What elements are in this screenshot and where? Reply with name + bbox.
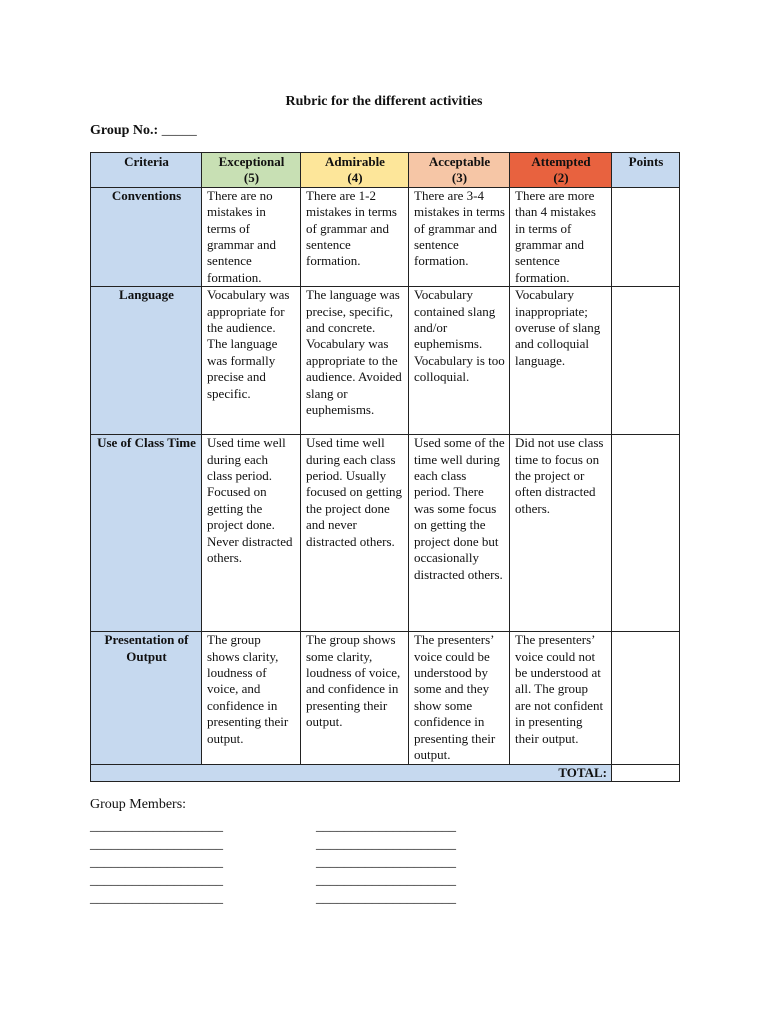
acceptable-cell: Vocabulary contained slang and/or euphemisms. Vocabulary is too colloquial. [409, 287, 510, 435]
criterion-cell: Language [91, 287, 202, 435]
points-cell[interactable] [612, 287, 680, 435]
header-points [612, 153, 680, 188]
member-line-left[interactable]: ___________________ [90, 873, 223, 888]
page-title: Rubric for the different activities [285, 94, 483, 109]
header-criteria-label: Criteria [124, 154, 169, 169]
exceptional-cell: The group shows clarity, loudness of voice, and confidence in presenting their output. [202, 632, 301, 764]
header-exceptional [202, 153, 301, 188]
table-row [91, 187, 680, 286]
acceptable-cell: There are 3-4 mistakes in terms of grammar and sentence formation. [409, 187, 510, 286]
member-line-right[interactable]: ____________________ [316, 891, 456, 906]
exceptional-cell: There are no mistakes in terms of grammar and sentence formation. [202, 187, 301, 286]
total-points-cell[interactable] [612, 764, 680, 781]
points-cell[interactable] [612, 632, 680, 764]
member-line-left[interactable]: ___________________ [90, 837, 223, 852]
table-row [91, 632, 680, 764]
admirable-cell: The language was precise, specific, and concrete. Vocabulary was appropriate to the audience. Avoided slang or euphemisms. [301, 287, 409, 435]
group-number-blank: _____ [161, 123, 197, 138]
header-acceptable-score: (3) [451, 170, 468, 186]
attempted-cell: Vocabulary inappropriate; overuse of slang and colloquial language. [510, 287, 612, 435]
header-admirable-label: Admirable [325, 154, 385, 169]
group-number-label: Group No.: [90, 123, 159, 138]
group-number-line [90, 123, 197, 139]
criterion-cell: Presentation of Output [91, 632, 202, 764]
header-exceptional-label: Exceptional [218, 154, 285, 169]
criterion-cell: Use of Class Time [91, 435, 202, 632]
member-line-right[interactable]: ____________________ [316, 855, 456, 870]
acceptable-cell: Used some of the time well during each class period. There was some focus on getting the project done but occasionally distracted others. [409, 435, 510, 632]
exceptional-cell: Used time well during each class period. Focused on getting the project done. Never distracted others. [202, 435, 301, 632]
header-admirable [301, 153, 409, 188]
attempted-cell: Did not use class time to focus on the project or often distracted others. [510, 435, 612, 632]
admirable-cell: The group shows some clarity, loudness of voice, and confidence in presenting their output. [301, 632, 409, 764]
total-label: TOTAL: [91, 764, 612, 781]
admirable-cell: There are 1-2 mistakes in terms of grammar and sentence formation. [301, 187, 409, 286]
admirable-cell: Used time well during each class period. Usually focused on getting the project done and never distracted others. [301, 435, 409, 632]
header-points-label: Points [628, 154, 664, 169]
table-row [91, 287, 680, 435]
criterion-cell: Conventions [91, 187, 202, 286]
group-members-label: Group Members: [90, 797, 187, 812]
header-acceptable [409, 153, 510, 188]
rubric-table [90, 152, 680, 782]
header-attempted-label: Attempted [531, 154, 591, 169]
member-line-left[interactable]: ___________________ [90, 891, 223, 906]
header-exceptional-score: (5) [243, 170, 260, 186]
member-line-right[interactable]: ____________________ [316, 819, 456, 834]
attempted-cell: There are more than 4 mistakes in terms of grammar and sentence formation. [510, 187, 612, 286]
member-line-right[interactable]: ____________________ [316, 873, 456, 888]
total-row [91, 764, 680, 781]
header-acceptable-label: Acceptable [428, 154, 491, 169]
acceptable-cell: The presenters’ voice could be understood by some and they show some confidence in presenting their output. [409, 632, 510, 764]
member-line-left[interactable]: ___________________ [90, 819, 223, 834]
member-line-right[interactable]: ____________________ [316, 837, 456, 852]
table-row [91, 435, 680, 632]
points-cell[interactable] [612, 187, 680, 286]
header-criteria [91, 153, 202, 188]
member-line-left[interactable]: ___________________ [90, 855, 223, 870]
header-attempted [510, 153, 612, 188]
header-admirable-score: (4) [347, 170, 363, 186]
header-row [91, 153, 680, 188]
exceptional-cell: Vocabulary was appropriate for the audience. The language was formally precise and specific. [202, 287, 301, 435]
header-attempted-score: (2) [553, 170, 569, 186]
attempted-cell: The presenters’ voice could not be understood at all. The group are not confident in presenting their output. [510, 632, 612, 764]
points-cell[interactable] [612, 435, 680, 632]
